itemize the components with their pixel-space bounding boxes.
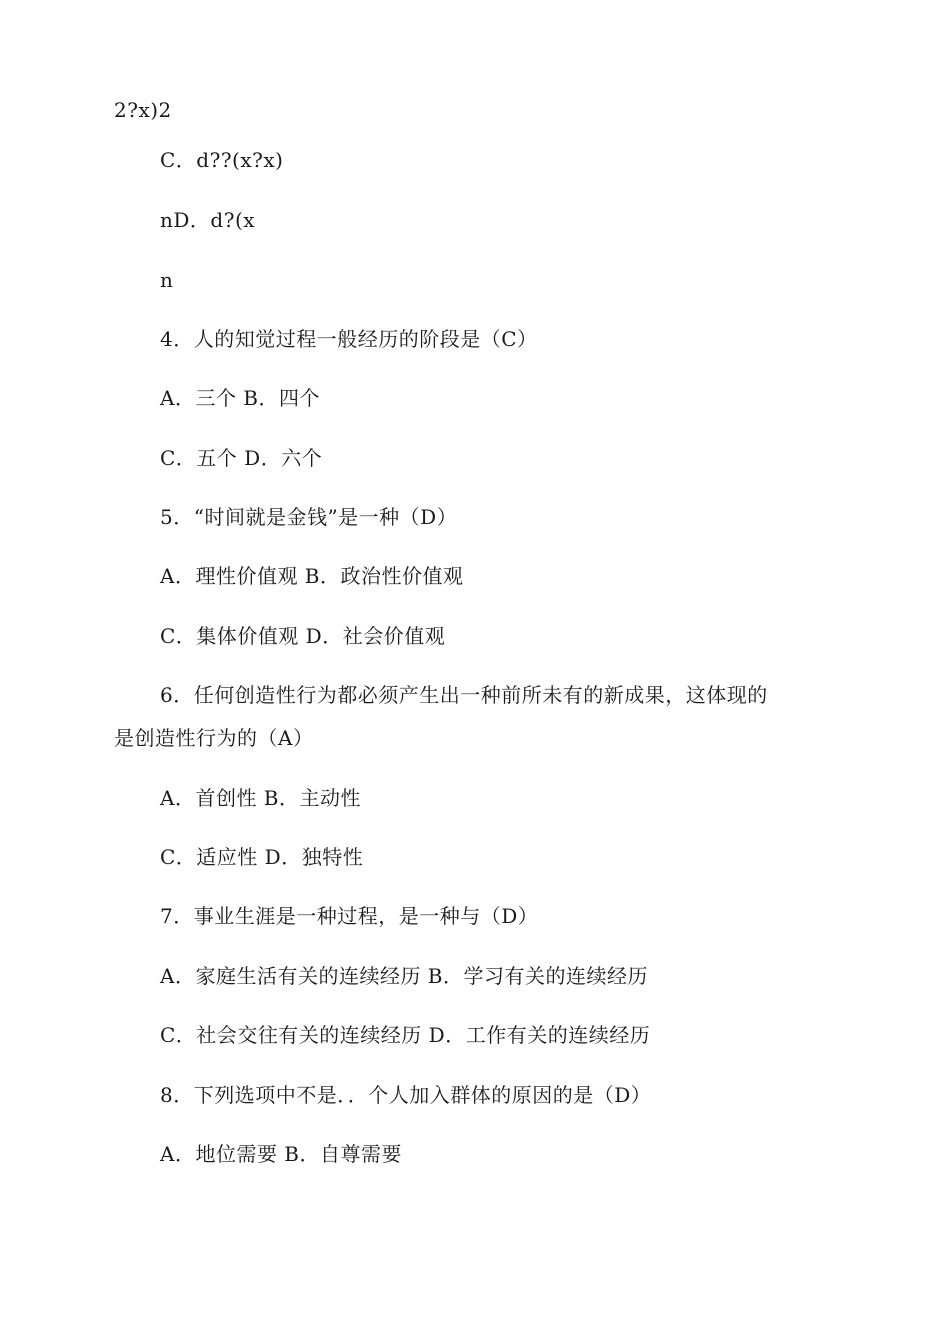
option-d-formula: nD．d?(x — [160, 208, 256, 232]
question-5-options-cd: C．集体价值观 D．社会价值观 — [160, 624, 446, 648]
question-6-line-2: 是创造性行为的（A） — [114, 726, 314, 750]
question-7-options-cd: C．社会交往有关的连续经历 D．工作有关的连续经历 — [160, 1023, 651, 1047]
question-8: 8．下列选项中不是．．个人加入群体的原因的是（D） — [160, 1083, 652, 1107]
question-6-options-cd: C．适应性 D．独特性 — [160, 845, 364, 869]
question-6-options-ab: A．首创性 B．主动性 — [160, 786, 361, 810]
question-4-options-cd: C．五个 D．六个 — [160, 446, 323, 470]
formula-fragment-line: 2?x)2 — [114, 98, 172, 122]
question-5: 5．“时间就是金钱”是一种（D） — [160, 505, 458, 529]
option-c-formula: C．d??(x?x) — [160, 148, 284, 172]
question-5-options-ab: A．理性价值观 B．政治性价值观 — [160, 564, 464, 588]
question-4-options-ab: A．三个 B．四个 — [160, 386, 320, 410]
question-6-line-1: 6．任何创造性行为都必须产生出一种前所未有的新成果，这体现的 — [160, 683, 768, 707]
question-7-options-ab: A．家庭生活有关的连续经历 B．学习有关的连续经历 — [160, 964, 648, 988]
question-7: 7．事业生涯是一种过程，是一种与（D） — [160, 904, 539, 928]
formula-subscript-line: n — [160, 268, 174, 292]
question-8-options-ab: A．地位需要 B．自尊需要 — [160, 1142, 402, 1166]
question-4: 4．人的知觉过程一般经历的阶段是（C） — [160, 327, 538, 351]
